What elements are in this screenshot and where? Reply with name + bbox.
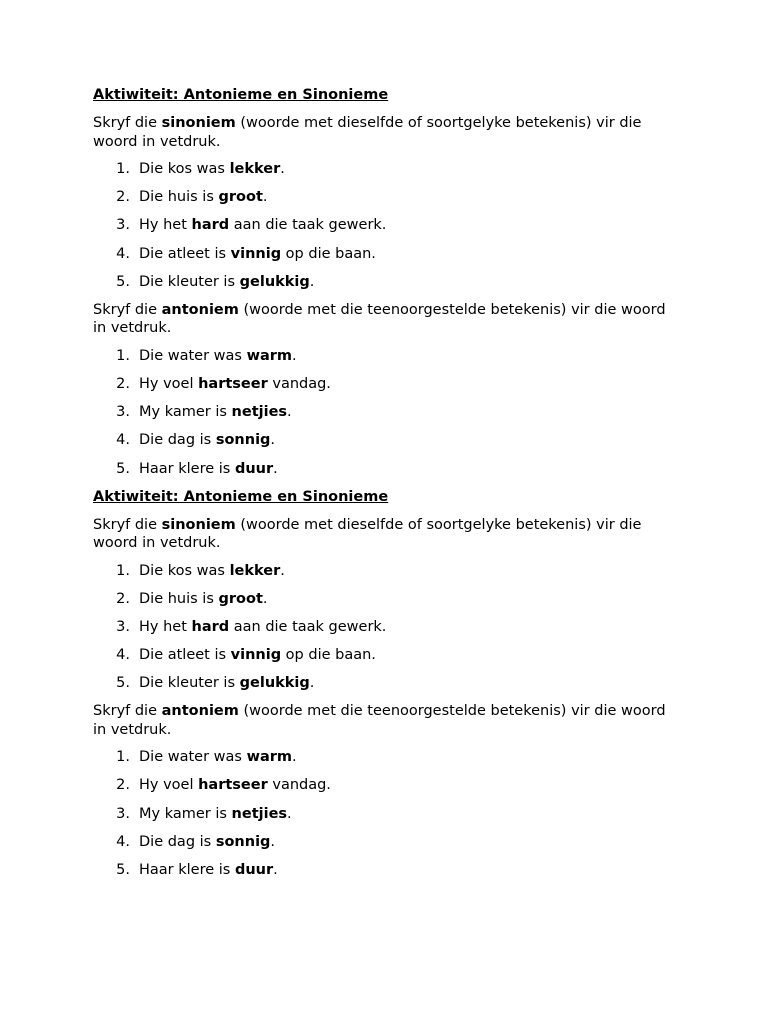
list-item	[93, 403, 673, 422]
item-text	[139, 618, 386, 637]
item-text-pre: Hy voel	[139, 777, 199, 794]
item-number: 1.	[116, 161, 130, 177]
item-number: 2.	[116, 590, 130, 607]
item-bold-word: sonnig	[215, 432, 271, 449]
list-item	[93, 375, 673, 394]
item-text-post: .	[287, 805, 292, 822]
item-text-pre: Hy het	[139, 618, 192, 635]
synonym-list	[93, 562, 673, 694]
item-bold-word: warm	[246, 347, 293, 364]
item-text-pre: Die kos was	[139, 161, 230, 177]
item-bold-word: gelukkig	[239, 675, 310, 692]
synonym-instruction	[93, 516, 673, 553]
item-bold-word: hartseer	[198, 375, 268, 392]
item-number: 1.	[116, 347, 130, 364]
item-text-post: vandag.	[267, 375, 331, 392]
item-bold-word: hard	[191, 618, 230, 635]
item-text	[139, 833, 275, 852]
item-text-post: .	[262, 189, 268, 206]
item-bold-word: hard	[191, 217, 230, 234]
item-number: 2.	[116, 777, 130, 794]
list-item	[93, 460, 673, 479]
item-text	[139, 646, 376, 665]
list-item	[93, 273, 673, 292]
antonym-instruction	[93, 702, 673, 739]
item-bold-word: vinnig	[230, 245, 282, 262]
item-number: 4.	[116, 833, 130, 850]
item-text	[139, 347, 297, 366]
item-text-post: .	[280, 562, 285, 579]
item-text-post: .	[262, 590, 268, 607]
item-text	[139, 245, 376, 264]
item-text-pre: My kamer is	[139, 404, 232, 421]
antonym-list	[93, 748, 673, 880]
item-text-post: op die baan.	[281, 647, 376, 664]
item-text	[139, 562, 285, 581]
instruction-bold-term: antoniem	[161, 301, 239, 318]
item-text-pre: Die atleet is	[139, 647, 231, 664]
item-text-pre: Die water was	[139, 749, 247, 766]
instruction-text: Skryf die	[93, 115, 162, 131]
item-text-pre: Die kleuter is	[139, 675, 240, 692]
item-number: 2.	[116, 189, 130, 206]
item-number: 5.	[116, 675, 130, 692]
antonym-list	[93, 347, 673, 479]
item-text-pre: Hy het	[139, 217, 192, 234]
activity-block	[93, 488, 673, 881]
item-text	[139, 273, 314, 292]
activity-heading: Aktiwiteit: Antonieme en Sinonieme	[93, 87, 389, 103]
item-number: 5.	[116, 460, 130, 477]
item-bold-word: warm	[246, 749, 293, 766]
item-number: 3.	[116, 618, 130, 635]
list-item	[93, 805, 673, 824]
instruction-text: (woorde met dieselfde of soortgelyke betekenis) vir die woord in vetdruk.	[93, 516, 642, 551]
synonym-instruction	[93, 114, 673, 151]
item-text-pre: Die atleet is	[139, 245, 231, 262]
item-number: 3.	[116, 217, 130, 234]
item-number: 3.	[116, 805, 130, 822]
item-text-pre: Die dag is	[139, 833, 216, 850]
item-text-pre: Haar klere is	[139, 862, 235, 878]
item-text-post: .	[309, 273, 315, 290]
item-bold-word: lekker	[229, 161, 281, 177]
item-text-post: .	[270, 833, 276, 850]
instruction-bold-term: sinoniem	[161, 516, 236, 533]
document-body	[93, 86, 673, 889]
list-item	[93, 748, 673, 767]
item-text-pre: Die kos was	[139, 562, 230, 579]
item-text-pre: Die kleuter is	[139, 273, 240, 290]
item-text-post: op die baan.	[281, 245, 376, 262]
item-text-post: .	[270, 432, 276, 449]
item-number: 2.	[116, 375, 130, 392]
item-text-pre: My kamer is	[139, 805, 232, 822]
item-text	[139, 776, 331, 795]
item-text	[139, 861, 278, 880]
item-number: 4.	[116, 647, 130, 664]
item-text-post: .	[309, 675, 315, 692]
list-item	[93, 216, 673, 235]
item-text-post: .	[280, 161, 285, 177]
item-text-pre: Hy voel	[139, 375, 199, 392]
item-number: 1.	[116, 562, 130, 579]
list-item	[93, 861, 673, 880]
item-text	[139, 805, 292, 824]
list-item	[93, 347, 673, 366]
instruction-text: Skryf die	[93, 301, 162, 318]
item-text-post: .	[292, 749, 297, 766]
instruction-bold-term: sinoniem	[161, 115, 236, 131]
item-text	[139, 431, 275, 450]
item-text-post: .	[292, 347, 297, 364]
instruction-text: Skryf die	[93, 516, 162, 533]
item-bold-word: gelukkig	[239, 273, 310, 290]
instruction-text: (woorde met dieselfde of soortgelyke betekenis) vir die woord in vetdruk.	[93, 115, 642, 150]
item-text	[139, 460, 278, 479]
item-text	[139, 188, 268, 207]
item-text-pre: Haar klere is	[139, 460, 235, 477]
item-text	[139, 674, 314, 693]
item-text	[139, 216, 386, 235]
list-item	[93, 833, 673, 852]
item-text-pre: Die water was	[139, 347, 247, 364]
item-number: 5.	[116, 273, 130, 290]
item-number: 5.	[116, 862, 130, 878]
list-item	[93, 562, 673, 581]
instruction-text: (woorde met die teenoorgestelde betekenis) vir die woord in vetdruk.	[93, 301, 666, 337]
list-item	[93, 646, 673, 665]
item-text	[139, 160, 285, 179]
item-bold-word: lekker	[229, 562, 281, 579]
item-bold-word: groot	[218, 189, 263, 206]
item-number: 4.	[116, 432, 130, 449]
item-bold-word: netjies	[231, 805, 288, 822]
list-item	[93, 590, 673, 609]
item-bold-word: hartseer	[198, 777, 268, 794]
item-text-post: aan die taak gewerk.	[229, 618, 387, 635]
item-bold-word: netjies	[231, 404, 288, 421]
list-item	[93, 776, 673, 795]
instruction-text: Skryf die	[93, 703, 162, 720]
activity-block	[93, 86, 673, 479]
item-number: 1.	[116, 749, 130, 766]
item-text-pre: Die huis is	[139, 189, 219, 206]
item-bold-word: sonnig	[215, 833, 271, 850]
item-number: 3.	[116, 404, 130, 421]
item-text-post: .	[273, 460, 278, 477]
instruction-text: (woorde met die teenoorgestelde betekenis) vir die woord in vetdruk.	[93, 703, 666, 738]
item-text-post: .	[273, 862, 278, 878]
item-text-pre: Die huis is	[139, 590, 219, 607]
activity-heading: Aktiwiteit: Antonieme en Sinonieme	[93, 488, 389, 505]
item-text-post: .	[287, 404, 292, 421]
list-item	[93, 431, 673, 450]
instruction-bold-term: antoniem	[161, 703, 239, 720]
item-text	[139, 748, 297, 767]
list-item	[93, 245, 673, 264]
item-text	[139, 590, 268, 609]
list-item	[93, 160, 673, 179]
list-item	[93, 188, 673, 207]
item-bold-word: groot	[218, 590, 263, 607]
synonym-list	[93, 160, 673, 292]
antonym-instruction	[93, 301, 673, 338]
item-text-post: vandag.	[267, 777, 331, 794]
item-text	[139, 375, 331, 394]
item-number: 4.	[116, 245, 130, 262]
item-bold-word: duur	[234, 862, 274, 878]
item-text	[139, 403, 292, 422]
list-item	[93, 674, 673, 693]
list-item	[93, 618, 673, 637]
item-text-post: aan die taak gewerk.	[229, 217, 387, 234]
item-text-pre: Die dag is	[139, 432, 216, 449]
item-bold-word: duur	[234, 460, 274, 477]
item-bold-word: vinnig	[230, 647, 282, 664]
